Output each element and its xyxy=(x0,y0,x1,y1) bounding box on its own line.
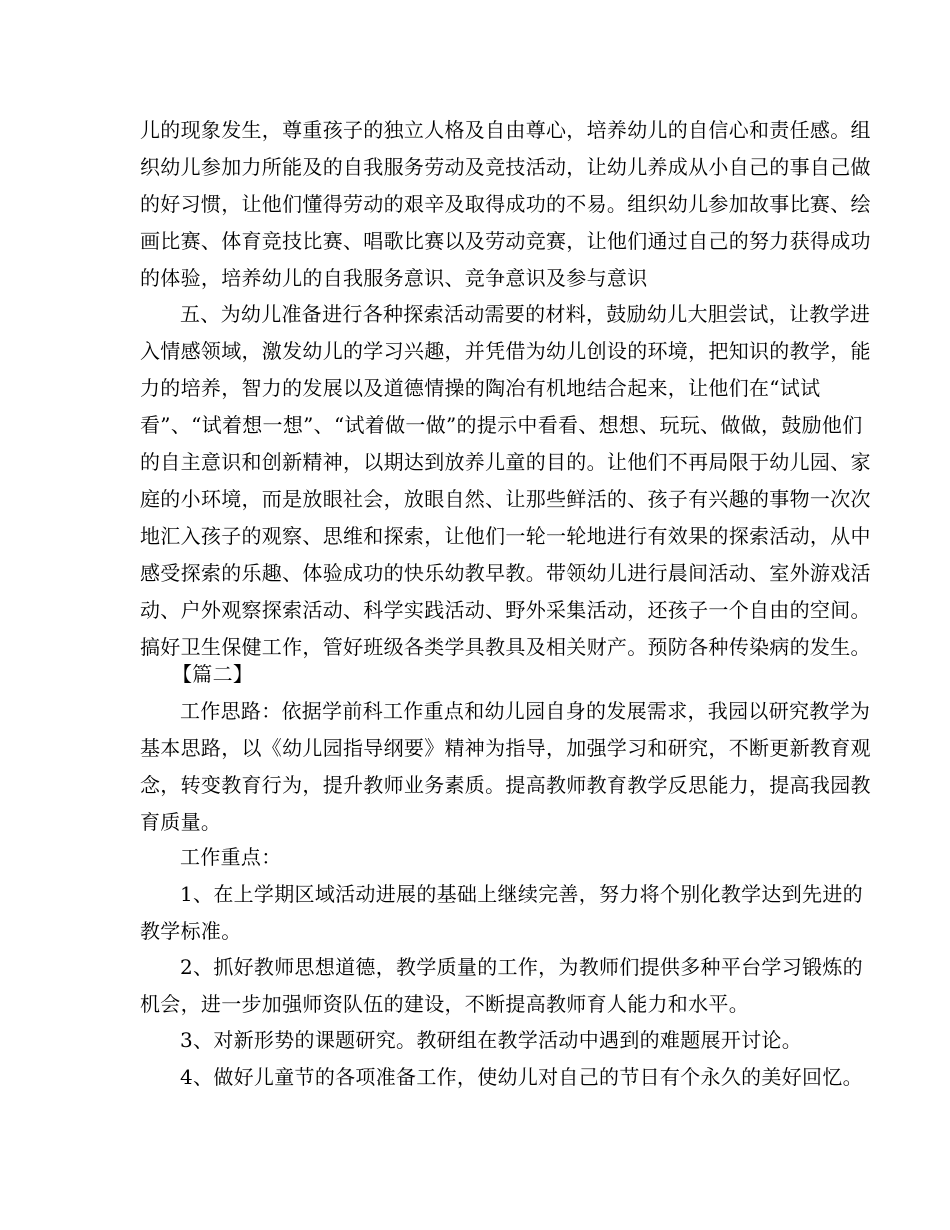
text-line: 的自主意识和创新精神，以期达到放养儿童的目的。让他们不再局限于幼儿园、家 xyxy=(140,450,871,474)
text-line: 育质量。 xyxy=(140,810,222,834)
text-line: 基本思路，以《幼儿园指导纲要》精神为指导，加强学习和研究，不断更新教育观 xyxy=(140,736,871,760)
text-line: 入情感领域，激发幼儿的学习兴趣，并凭借为幼儿创设的环境，把知识的教学，能 xyxy=(140,339,871,363)
text-line: 五、为幼儿准备进行各种探索活动需要的材料，鼓励幼儿大胆尝试，让教学进 xyxy=(180,302,871,326)
text-line: 动、户外观察探索活动、科学实践活动、野外采集活动，还孩子一个自由的空间。 xyxy=(140,598,871,622)
text-line: 2、抓好教师思想道德，教学质量的工作，为教师们提供多种平台学习锻炼的 xyxy=(180,955,863,979)
text-line: 教学标准。 xyxy=(140,919,242,943)
list-item-1 xyxy=(140,876,863,950)
text-line: 地汇入孩子的观察、思维和探索，让他们一轮一轮地进行有效果的探索活动，从中 xyxy=(140,524,871,548)
list-item-3 xyxy=(140,1022,820,1059)
text-line: 1、在上学期区域活动进展的基础上继续完善，努力将个别化教学达到先进的 xyxy=(180,882,863,906)
text-line: 儿的现象发生，尊重孩子的独立人格及自由尊心，培养幼儿的自信心和责任感。组 xyxy=(140,118,871,142)
paragraph-five xyxy=(140,296,871,666)
text-line: 看”、“试着想一想”、“试着做一做”的提示中看看、想想、玩玩、做做，鼓励他们 xyxy=(140,413,863,437)
text-line: 力的培养，智力的发展以及道德情操的陶冶有机地结合起来，让他们在“试试 xyxy=(140,376,821,400)
text-line: 3、对新形势的课题研究。教研组在教学活动中遇到的难题展开讨论。 xyxy=(180,1028,803,1052)
section-heading xyxy=(140,656,820,693)
text-line: 的体验，培养幼儿的自我服务意识、竞争意识及参与意识 xyxy=(140,266,648,290)
text-line: 工作思路：依据学前科工作重点和幼儿园自身的发展需求，我园以研究教学为 xyxy=(180,699,871,723)
text-line: 织幼儿参加力所能及的自我服务劳动及竞技活动，让幼儿养成从小自己的事自己做 xyxy=(140,155,871,179)
text-line: 工作重点： xyxy=(180,845,282,869)
text-line: 的好习惯，让他们懂得劳动的艰辛及取得成功的不易。组织幼儿参加故事比赛、绘 xyxy=(140,192,871,216)
paragraph-work-focus-title xyxy=(140,839,820,876)
paragraph-work-approach xyxy=(140,693,871,841)
text-line: 搞好卫生保健工作，管好班级各类学具教具及相关财产。预防各种传染病的发生。 xyxy=(140,635,871,659)
text-line: 念，转变教育行为，提升教师业务素质。提高教师教育教学反思能力，提高我园教 xyxy=(140,773,871,797)
list-item-4 xyxy=(140,1059,863,1096)
text-line: 庭的小环境，而是放眼社会，放眼自然、让那些鲜活的、孩子有兴趣的事物一次次 xyxy=(140,487,871,511)
text-line: 感受探索的乐趣、体验成功的快乐幼教早教。带领幼儿进行晨间活动、室外游戏活 xyxy=(140,561,871,585)
text-line: 4、做好儿童节的各项准备工作，使幼儿对自己的节日有个永久的美好回忆。 xyxy=(180,1065,863,1089)
list-item-2 xyxy=(140,949,863,1023)
text-line: 机会，进一步加强师资队伍的建设，不断提高教师育人能力和水平。 xyxy=(140,992,749,1016)
paragraph-continuation xyxy=(140,112,871,297)
heading-text: 【篇二】 xyxy=(172,662,254,686)
text-line: 画比赛、体育竞技比赛、唱歌比赛以及劳动竞赛，让他们通过自己的努力获得成功 xyxy=(140,229,871,253)
